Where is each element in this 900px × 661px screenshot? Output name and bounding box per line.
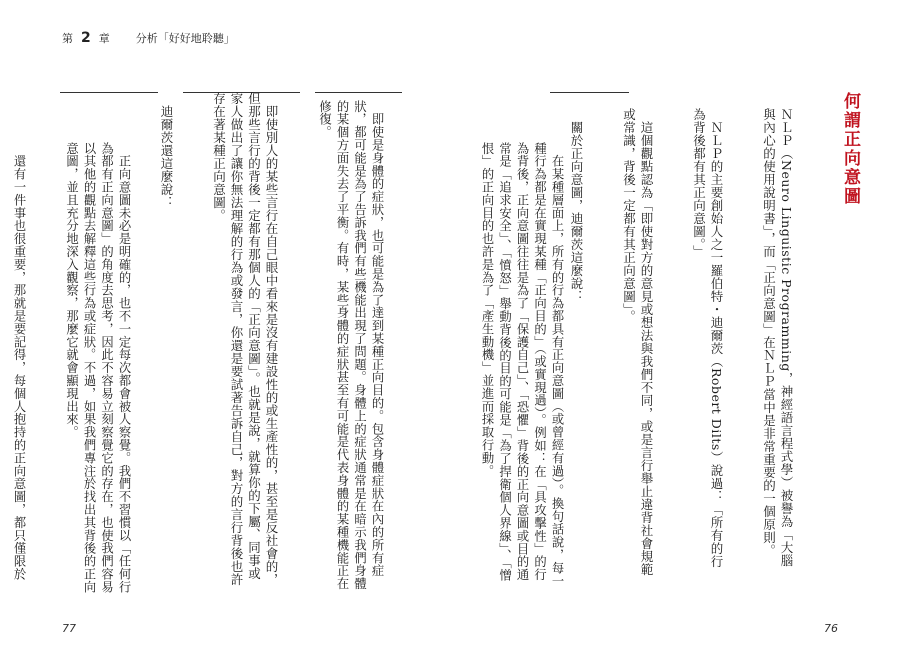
left-page-body-column [159, 92, 420, 592]
paragraph: 即使別人的某些言行在自己眼中看來是沒有建設性的或生產性的，甚至是反社會的，但那些言行的背後一定都有那個人的「正向意圖」。也就是說，就算你的下屬、同事或家人做出了讓你無法理解的行為或發言，你還是要試著告訴自己，對方的言行背後也許存在著某種正向意圖。 [211, 92, 279, 586]
running-header [62, 30, 235, 46]
paragraph: 關於正向意圖，迪爾茨這麼說： [569, 108, 584, 303]
paragraph: 迪爾茨還這麼說： [159, 92, 174, 209]
paragraph: 這個觀點認為「即使對方的意見或想法與我們不同，或是言行舉止違背社會規範或常識，背後一定都有其正向意圖」。 [621, 108, 654, 576]
chapter-number: 2 [81, 30, 91, 46]
paragraph: 即使是身體的症狀，也可能是為了達到某種正向目的。包含身體症狀在內的所有症狀，都可能是為了告訴我們有些機能出現了問題。身體上的症狀通常是在暗示我們身體的某個方面失去了平衡。有時，某些身體的症狀甚至有可能是代表身體的某種機能正在修復。 [317, 100, 384, 591]
chapter-prefix: 第 [62, 32, 73, 45]
left-page-number: 77 [62, 622, 76, 635]
right-page-number: 76 [824, 622, 838, 635]
paragraph: ＮＬＰ的主要創始人之一羅伯特・迪爾茨（Robert Dilts）說過：「所有的行為背後都有其正向意圖。」 [691, 108, 724, 568]
chapter-suffix: 章 [98, 32, 110, 45]
section-heading-text: 何謂正向意圖 [840, 92, 860, 206]
paragraph: 正向意圖未必是明確的，也不一定每次都會被人察覺。我們不習慣以「任何行為都有正向意圖」的角度去思考，因此不容易立刻察覺它的存在，也使我們容易以其他的觀點去解釋這些行為或症狀。不過，如果我們專注於找出其背後的正向意圖，並且充分地深入觀察，那麼它就會顯現出來。 [64, 142, 131, 594]
right-page-body-column [569, 108, 830, 578]
paragraph: ＮＬＰ（Neuro Linguistic Programming，神經語言程式學）被譽為「大腦與內心的使用說明書」，而「正向意圖」在ＮＬＰ當中是非常重要的一個原則。 [761, 108, 794, 567]
chapter-title: 分析「好好地聆聽」 [135, 32, 235, 45]
right-page-rule-2 [550, 92, 629, 93]
paragraph: 還有一件事也很重要，那就是要記得，每個人抱持的正向意圖，都只僅限於 [12, 142, 26, 581]
section-heading [838, 92, 863, 206]
paragraph: 在某種層面上，所有的行為都具有正向意圖（或曾經有過）。換句話說，每一種行為都是在實現某種「正向目的」（或實現過）。例如：在「具攻擊性」的行為背後，正向意圖往往是為了「保護自己」、「恐懼」背後的正向意圖或目的通常是「追求安全」、「憤怒」舉動背後的目的可能是「為了捍衛個人界線」、「憎恨」的正向目的也許是為了「產生動機」並進而採取行動。 [480, 142, 564, 588]
